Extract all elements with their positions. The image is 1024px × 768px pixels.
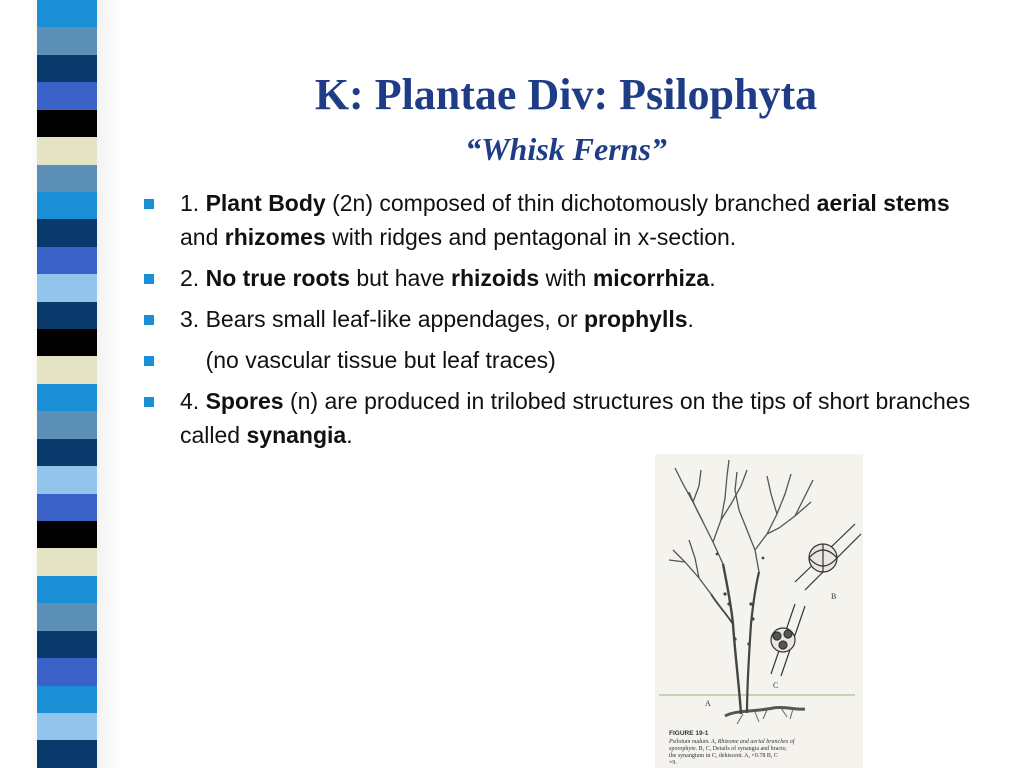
figure-caption-heading: FIGURE 19-1 — [669, 730, 709, 737]
bullet-item — [140, 261, 980, 295]
stripe-block — [37, 302, 97, 329]
bullet-text: . — [709, 265, 716, 291]
bullet-text: but have — [349, 265, 451, 291]
bullet-bold-term: Spores — [205, 388, 284, 414]
psilotum-figure — [655, 454, 863, 768]
bullet-marker-icon — [144, 397, 154, 407]
stripe-block — [37, 329, 97, 356]
slide-subtitle: “Whisk Ferns” — [465, 131, 667, 167]
stripe-block — [37, 494, 97, 521]
stripe-block — [37, 686, 97, 713]
bullet-bold-term: micorrhiza — [592, 265, 710, 291]
stripe-block — [37, 384, 97, 411]
bullet-marker-icon — [144, 356, 154, 366]
bullet-bold-term: No true roots — [205, 265, 350, 291]
stripe-block — [37, 192, 97, 219]
stripe-block — [37, 274, 97, 301]
bullet-bold-term: rhizomes — [224, 224, 326, 250]
stripe-block — [37, 82, 97, 109]
figure-label-a: A — [705, 699, 711, 708]
bullet-item — [140, 343, 980, 377]
bullet-marker-icon — [144, 315, 154, 325]
bullet-bold-term: synangia — [246, 422, 347, 448]
bullet-bold-term: aerial stems — [816, 190, 950, 216]
bullet-text: (no vascular tissue but leaf traces) — [180, 347, 556, 373]
stripe-block — [37, 110, 97, 137]
stripe-block — [37, 27, 97, 54]
stripe-block — [37, 137, 97, 164]
stripe-block — [37, 740, 97, 767]
bullet-item — [140, 302, 980, 336]
stripe-block — [37, 247, 97, 274]
figure-caption-line1: Psilotum nudum. A, Rhizome and aerial branches of — [669, 739, 795, 745]
bullet-text: (n) are produced in trilobed structures on the tips of short branches called — [180, 388, 977, 448]
bullet-text: 3. Bears small leaf-like appendages, or — [180, 306, 584, 332]
stripe-block — [37, 411, 97, 438]
stripe-block — [37, 219, 97, 246]
bullet-item — [140, 384, 980, 452]
stripe-block — [37, 658, 97, 685]
bullet-text: and — [180, 190, 957, 250]
figure-label-b: B — [831, 592, 837, 601]
stripe-block — [37, 55, 97, 82]
figure-caption-line4: ×9. — [669, 760, 677, 766]
bullet-text: 4. — [180, 388, 206, 414]
bullet-list — [140, 186, 980, 459]
stripe-block — [37, 713, 97, 740]
stripe-block — [37, 603, 97, 630]
stripe-block — [37, 521, 97, 548]
bullet-text: (2n) composed of thin dichotomously branched — [325, 190, 817, 216]
stripe-block — [37, 0, 97, 27]
stripe-block — [37, 439, 97, 466]
stripe-block — [37, 576, 97, 603]
figure-caption-line3: the synangium in C, dehiscent. A, ×0.78 B, C — [669, 753, 778, 759]
bullet-text: 2. — [180, 265, 206, 291]
stripe-block — [37, 631, 97, 658]
figure-label-c: C — [773, 681, 779, 690]
stripe-block — [37, 548, 97, 575]
bullet-item — [140, 186, 980, 254]
bullet-marker-icon — [144, 199, 154, 209]
stripe-block — [37, 165, 97, 192]
stripe-block — [37, 356, 97, 383]
bullet-text: with — [539, 265, 593, 291]
slide-title: K: Plantae Div: Psilophyta — [314, 70, 818, 119]
bullet-text: . — [687, 306, 694, 332]
bullet-bold-term: rhizoids — [451, 265, 540, 291]
psilotum-illustration — [655, 454, 863, 768]
stripe-block — [37, 466, 97, 493]
bullet-text: 1. — [180, 190, 206, 216]
decorative-color-stripe — [37, 0, 97, 768]
bullet-text: with ridges and pentagonal in x-section. — [325, 224, 737, 250]
figure-caption-line2: sporophyte. B, C, Details of synangia and bracts; — [669, 746, 787, 752]
bullet-text: . — [346, 422, 353, 448]
bullet-bold-term: Plant Body — [205, 190, 326, 216]
bullet-marker-icon — [144, 274, 154, 284]
bullet-bold-term: prophylls — [584, 306, 688, 332]
